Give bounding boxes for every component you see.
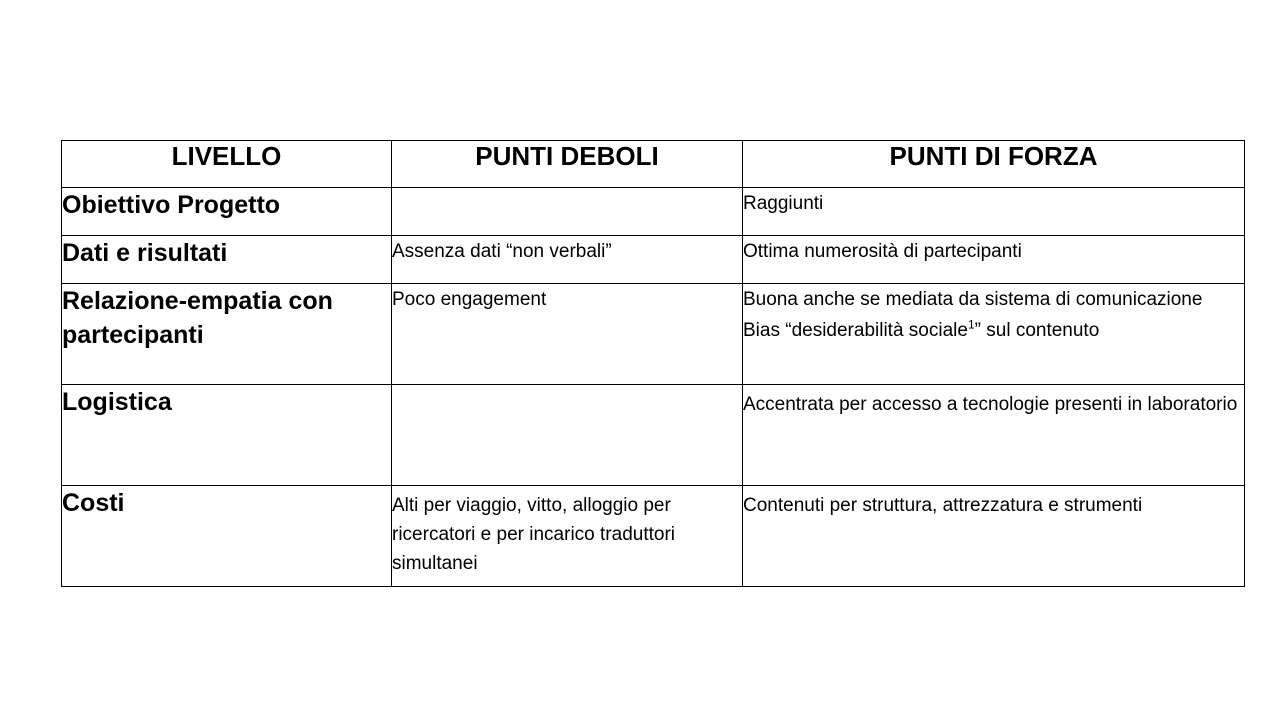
weak-cell (392, 188, 743, 236)
strong-text: ” sul contenuto (974, 320, 1100, 341)
table-row (62, 486, 1245, 587)
weak-cell: Alti per viaggio, vitto, alloggio per ricercatori e per incarico traduttori simultanei (392, 486, 743, 587)
header-livello: LIVELLO (62, 141, 392, 188)
comparison-table (61, 140, 1245, 587)
weak-cell: Assenza dati “non verbali” (392, 236, 743, 284)
level-cell: Costi (62, 486, 392, 587)
strong-cell: Accentrata per accesso a tecnologie presenti in laboratorio (743, 385, 1245, 486)
table-row (62, 188, 1245, 236)
strong-cell: Raggiunti (743, 188, 1245, 236)
table-row (62, 284, 1245, 385)
strong-line (743, 315, 1244, 346)
strong-cell: Ottima numerosità di partecipanti (743, 236, 1245, 284)
level-cell: Logistica (62, 385, 392, 486)
header-punti-di-forza: PUNTI DI FORZA (743, 141, 1245, 188)
strong-line: Buona anche se mediata da sistema di comunicazione (743, 289, 1203, 310)
strong-text: Bias “desiderabilità sociale (743, 320, 968, 341)
level-cell: Obiettivo Progetto (62, 188, 392, 236)
header-punti-deboli: PUNTI DEBOLI (392, 141, 743, 188)
table-row (62, 385, 1245, 486)
weak-cell (392, 385, 743, 486)
table-row (62, 236, 1245, 284)
level-cell: Relazione-empatia con partecipanti (62, 284, 392, 385)
footnote-marker: 1 (967, 317, 975, 332)
strong-cell: Contenuti per struttura, attrezzatura e strumenti (743, 486, 1245, 587)
table-header-row (62, 141, 1245, 188)
weak-cell: Poco engagement (392, 284, 743, 385)
level-cell: Dati e risultati (62, 236, 392, 284)
strong-cell (743, 284, 1245, 385)
